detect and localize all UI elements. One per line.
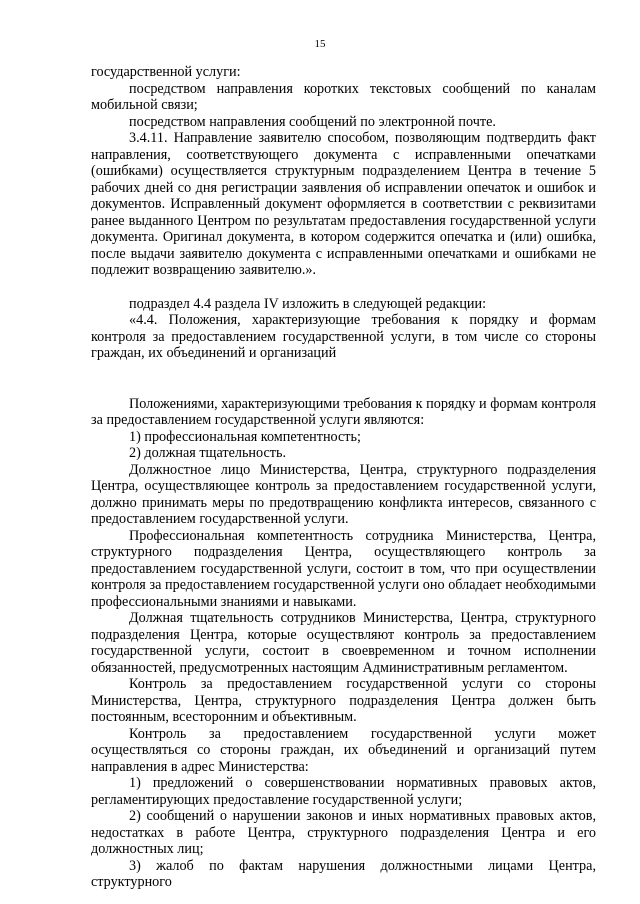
document-body — [91, 64, 596, 891]
paragraph: посредством направления сообщений по электронной почте. — [129, 113, 496, 130]
list-item: 1) предложений о совершенствовании нормативных правовых актов, регламентирующих предоставление государственной услуги; — [91, 775, 596, 808]
paragraph: подраздел 4.4 раздела IV изложить в следующей редакции: — [129, 295, 487, 312]
section-heading: «4.4. Положения, характеризующие требования к порядку и формам контроля за предоставлением государственной услуги, в том числе со стороны граждан, их объединений и организаций — [91, 312, 596, 361]
paragraph: Положениями, характеризующими требования к порядку и формам контроля за предоставлением государственной услуги являются: — [91, 395, 596, 428]
list-item: 3) жалоб по фактам нарушения должностными лицами Центра, структурного — [91, 857, 596, 890]
paragraph: Профессиональная компетентность сотрудника Министерства, Центра, структурного подразделения Центра, осуществляющего контроль за предоставлением государственной услуги, состоит в том, что при осуществлении контроля за предоставлением государственной услуги оно обладает необходимыми профессиональными знаниями и навыками. — [91, 527, 596, 610]
paragraph: Должная тщательность сотрудников Министерства, Центра, структурного подразделения Центра, которые осуществляют контроль за предоставлением государственной услуги, состоит в своевременном и точном исполнении обязанностей, предусмотренных настоящим Административным регламентом. — [91, 610, 596, 676]
paragraph: посредством направления коротких текстовых сообщений по каналам мобильной связи; — [91, 80, 596, 113]
paragraph: 3.4.11. Направление заявителю способом, позволяющим подтвердить факт направления, соответствующего документа с исправленными опечатками (ошибками) осуществляется структурным подразделением Центра в течение 5 рабочих дней со дня регистрации заявления об исправлении опечаток и ошибок и документов. Исправленный документ оформляется в соответствии с реквизитами ранее выданного Центром по результатам предоставления государственной услуги документа. Оригинал документа, в котором содержится опечатка и (или) ошибка, после выдачи заявителю документа с исправленными опечатками и ошибками не подлежит возвращению заявителю.». — [91, 130, 596, 278]
paragraph: Должностное лицо Министерства, Центра, структурного подразделения Центра, осуществляющее контроль за предоставлением государственной услуги, должно принимать меры по предотвращению конфликта интересов, связанного с предоставлением государственной услуги. — [91, 461, 596, 527]
list-item: 2) сообщений о нарушении законов и иных нормативных правовых актов, недостатках в работе Центра, структурного подразделения Центра и его должностных лиц; — [91, 808, 596, 857]
page-number: 15 — [314, 38, 326, 50]
list-item: 1) профессиональная компетентность; — [129, 428, 361, 445]
paragraph: Контроль за предоставлением государственной услуги со стороны Министерства, Центра, структурного подразделения Центра должен быть постоянным, всесторонним и объективным. — [91, 676, 596, 725]
paragraph: Контроль за предоставлением государственной услуги может осуществляться со стороны граждан, их объединений и организаций путем направления в адрес Министерства: — [91, 725, 596, 775]
paragraph: государственной услуги: — [91, 64, 241, 80]
list-item: 2) должная тщательность. — [129, 445, 286, 461]
